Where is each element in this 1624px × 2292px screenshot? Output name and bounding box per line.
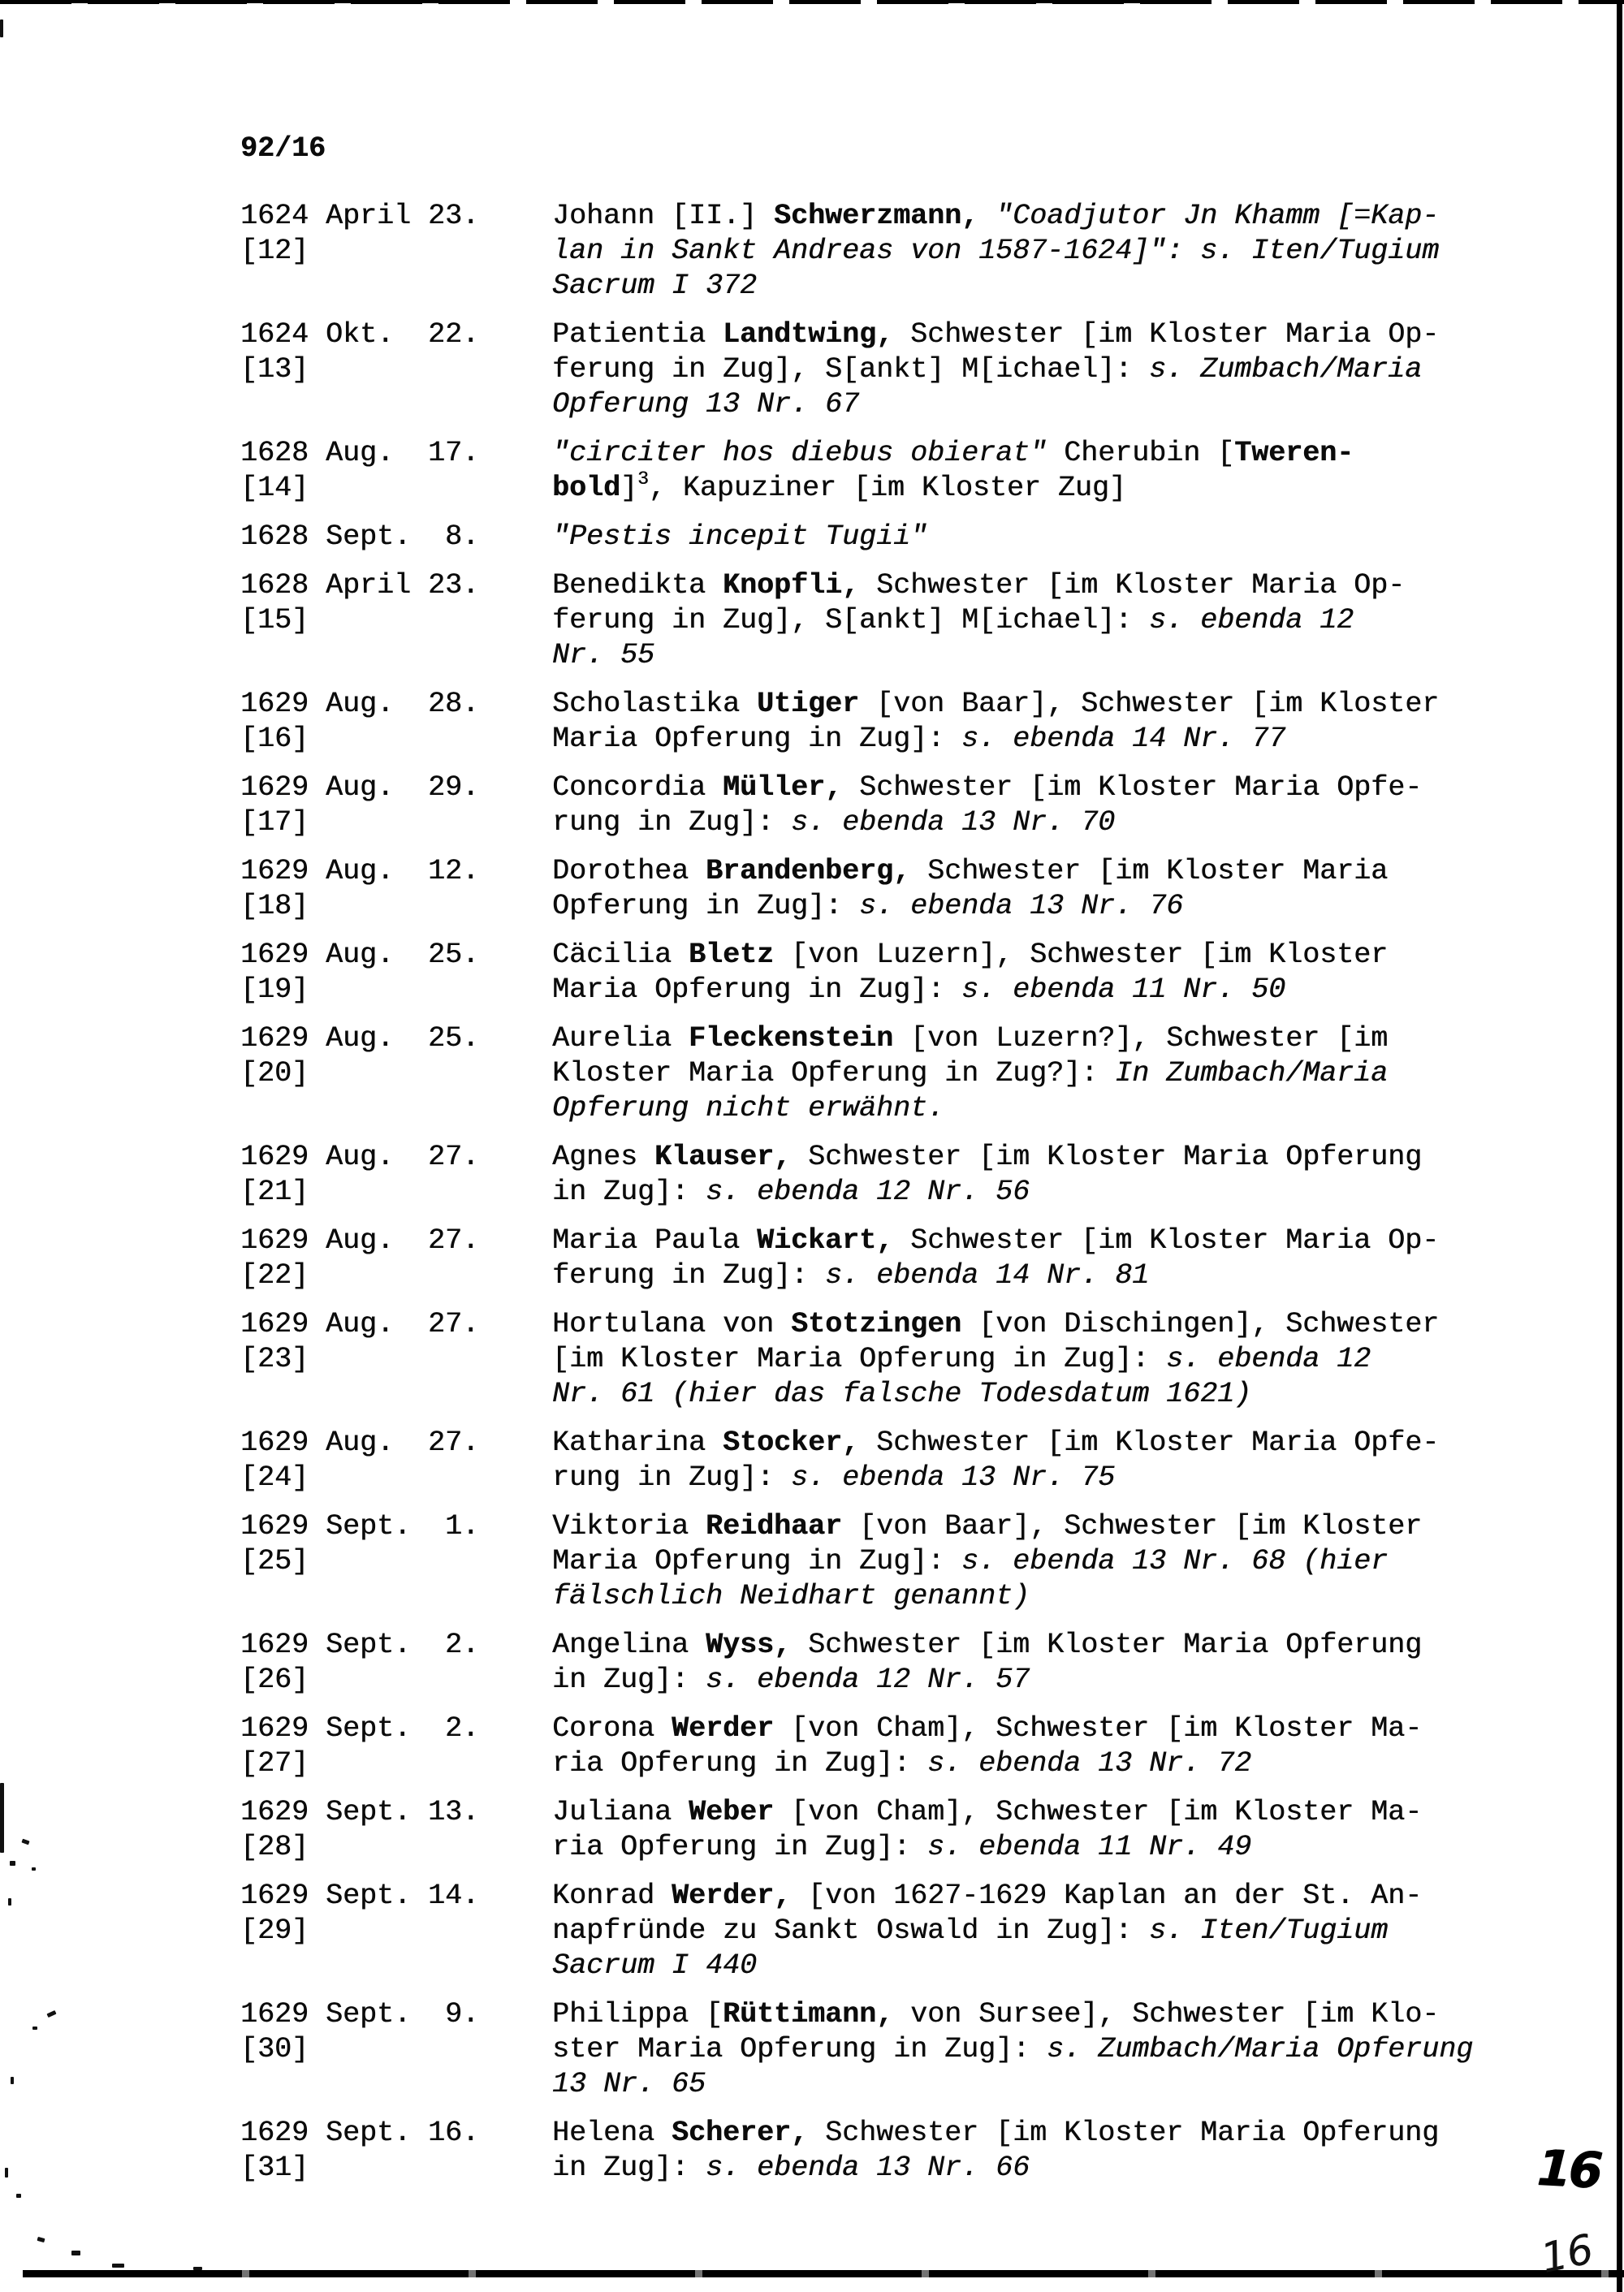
entry-date: 1629 Sept. 13. — [240, 1796, 480, 1828]
person-name: Utiger — [757, 688, 860, 720]
citation-text: 13 Nr. 65 — [552, 2068, 706, 2100]
entry-ref-number: [22] — [240, 1259, 309, 1292]
entry-date-column — [240, 1140, 552, 1210]
entry-text-line — [552, 387, 1499, 422]
entry-text-line — [552, 722, 1499, 757]
entry-date: 1624 Okt. 22. — [240, 318, 480, 351]
person-name: Landtwing, — [723, 318, 894, 351]
page-number: 92/16 — [240, 132, 326, 165]
entry-text-line — [552, 1140, 1499, 1175]
handwritten-page-mark-pen: 16 — [1536, 2225, 1597, 2282]
entry-text — [552, 2116, 1499, 2186]
entry-text-line — [552, 1949, 1499, 1983]
scan-edge-bottom — [23, 2270, 1624, 2277]
body-text: Angelina — [552, 1629, 706, 1661]
citation-text: s. ebenda 13 Nr. 75 — [791, 1461, 1116, 1494]
entry-text — [552, 1628, 1499, 1698]
person-name: Weber — [689, 1796, 775, 1828]
person-name: Stotzingen — [791, 1308, 962, 1340]
entry-text-line — [552, 352, 1499, 387]
body-text: Kloster Maria Opferung in Zug?]: — [552, 1057, 1116, 1090]
body-text: [von Luzern?], Schwester [im — [893, 1022, 1389, 1055]
body-text: Opferung in Zug]: — [552, 890, 860, 922]
entry-text — [552, 436, 1499, 506]
body-text: Corona — [552, 1712, 672, 1745]
entry-text-line — [552, 805, 1499, 840]
entry-text — [552, 1426, 1499, 1496]
body-text: Schwester [im Kloster Maria Op- — [893, 318, 1440, 351]
entry-date-column — [240, 317, 552, 422]
entry-text — [552, 687, 1499, 757]
entry-date: 1629 Aug. 27. — [240, 1427, 480, 1459]
scan-noise — [11, 2077, 14, 2084]
entry-row — [240, 436, 1499, 506]
entry-date-column — [240, 520, 552, 555]
person-name: Reidhaar — [706, 1510, 843, 1543]
entry-date-column — [240, 2116, 552, 2186]
scan-noise — [0, 1783, 4, 1853]
entry-text-line — [552, 638, 1499, 673]
entry-date-column — [240, 199, 552, 304]
entry-text-line — [552, 889, 1499, 924]
entry-text-line — [552, 1224, 1499, 1258]
entry-ref-number: [26] — [240, 1664, 309, 1696]
person-name: Wickart, — [757, 1224, 894, 1257]
entry-ref-number: [28] — [240, 1831, 309, 1863]
entry-row — [240, 1021, 1499, 1126]
body-text: Helena — [552, 2117, 672, 2149]
entry-date-column — [240, 1628, 552, 1698]
entry-date: 1629 Sept. 2. — [240, 1629, 480, 1661]
entry-text-line — [552, 2151, 1499, 2186]
entry-date: 1629 Aug. 25. — [240, 939, 480, 971]
body-text: napfründe zu Sankt Oswald in Zug]: — [552, 1914, 1150, 1947]
citation-text: lan in Sankt Andreas von 1587-1624]": s. Iten/Tugium — [552, 235, 1440, 267]
entry-ref-number: [14] — [240, 472, 309, 504]
entry-text-line — [552, 234, 1499, 269]
person-name: Scherer, — [672, 2117, 809, 2149]
citation-text: s. ebenda 12 — [1166, 1343, 1371, 1375]
scan-noise — [0, 19, 3, 37]
body-text: ] — [620, 472, 638, 504]
citation-text: s. ebenda 13 Nr. 68 (hier — [961, 1545, 1389, 1578]
body-text: Schwester [im Kloster Maria Op- — [893, 1224, 1440, 1257]
entry-row — [240, 2116, 1499, 2186]
entry-text-line — [552, 1579, 1499, 1614]
body-text: Johann [II.] — [552, 200, 775, 232]
entry-text-line — [552, 973, 1499, 1008]
entry-text — [552, 1307, 1499, 1412]
body-text: Concordia — [552, 771, 723, 804]
entry-ref-number: [15] — [240, 604, 309, 637]
entry-text-line — [552, 770, 1499, 805]
entry-ref-number: [21] — [240, 1176, 309, 1208]
body-text: [von Luzern], Schwester [im Kloster — [774, 939, 1389, 971]
entry-row — [240, 1426, 1499, 1496]
entry-text-line — [552, 1307, 1499, 1342]
body-text: Schwester [im Kloster Maria Opfe- — [859, 1427, 1440, 1459]
body-text: ferung in Zug], S[ankt] M[ichael]: — [552, 353, 1150, 386]
citation-text: s. Iten/Tugium — [1149, 1914, 1389, 1947]
body-text: Schwester [im Kloster Maria Opfe- — [842, 771, 1423, 804]
entry-ref-number: [12] — [240, 235, 309, 267]
body-text: Aurelia — [552, 1022, 689, 1055]
scan-noise — [32, 1867, 36, 1871]
entry-ref-number: [17] — [240, 806, 309, 839]
citation-text: s. ebenda 13 Nr. 70 — [791, 806, 1116, 839]
entry-text-line — [552, 1509, 1499, 1544]
entry-row — [240, 1628, 1499, 1698]
entry-text-line — [552, 1021, 1499, 1056]
entry-date-column — [240, 1224, 552, 1293]
citation-text: "Pestis incepit Tugii" — [552, 520, 928, 553]
entry-date: 1629 Aug. 12. — [240, 855, 480, 887]
body-text: Maria Opferung in Zug]: — [552, 723, 962, 755]
person-name: Tweren- — [1234, 437, 1354, 469]
entry-text-line — [552, 1914, 1499, 1949]
body-text: ferung in Zug], S[ankt] M[ichael]: — [552, 604, 1150, 637]
citation-text: Opferung 13 Nr. 67 — [552, 388, 860, 421]
citation-text: fälschlich Neidhart genannt) — [552, 1580, 1030, 1612]
body-text: Maria Opferung in Zug]: — [552, 973, 962, 1006]
entry-text — [552, 1997, 1499, 2102]
entry-text-line — [552, 1711, 1499, 1746]
person-name: Müller, — [723, 771, 843, 804]
body-text: ster Maria Opferung in Zug]: — [552, 2033, 1047, 2065]
citation-text: "circiter hos diebus obierat" — [552, 437, 1047, 469]
entry-date: 1629 Aug. 28. — [240, 688, 480, 720]
citation-text: Opferung nicht erwähnt. — [552, 1092, 945, 1124]
entry-ref-number: [25] — [240, 1545, 309, 1578]
entry-date-column — [240, 568, 552, 673]
entry-row — [240, 1307, 1499, 1412]
entry-ref-number: [31] — [240, 2152, 309, 2184]
entry-text-line — [552, 1175, 1499, 1210]
entry-date-column — [240, 1795, 552, 1865]
entry-text — [552, 938, 1499, 1008]
entry-text-line — [552, 1461, 1499, 1496]
body-text: von Sursee], Schwester [im Klo- — [893, 1998, 1440, 2031]
citation-text: s. ebenda 13 Nr. 76 — [859, 890, 1184, 922]
entry-ref-number: [29] — [240, 1914, 309, 1947]
body-text: Schwester [im Kloster Maria — [910, 855, 1389, 887]
entry-ref-number: [23] — [240, 1343, 309, 1375]
entry-row — [240, 687, 1499, 757]
entry-row — [240, 199, 1499, 304]
entry-text-line — [552, 1091, 1499, 1126]
body-text: ferung in Zug]: — [552, 1259, 826, 1292]
entry-text-line — [552, 854, 1499, 889]
entry-text-line — [552, 687, 1499, 722]
entry-text — [552, 1509, 1499, 1614]
entry-date-column — [240, 1426, 552, 1496]
citation-text: s. Zumbach/Maria — [1149, 353, 1423, 386]
body-text: Patientia — [552, 318, 723, 351]
entry-date: 1629 Aug. 25. — [240, 1022, 480, 1055]
entry-date: 1629 Sept. 9. — [240, 1998, 480, 2031]
person-name: bold — [552, 472, 621, 504]
citation-text: s. ebenda 13 Nr. 66 — [706, 2152, 1030, 2184]
scan-noise — [46, 2010, 56, 2018]
body-text: Agnes — [552, 1141, 655, 1173]
entry-text — [552, 1711, 1499, 1781]
body-text: Konrad — [552, 1880, 672, 1912]
entry-text-line — [552, 1377, 1499, 1412]
entry-date: 1628 Aug. 17. — [240, 437, 480, 469]
entry-row — [240, 1509, 1499, 1614]
entry-ref-number: [24] — [240, 1461, 309, 1494]
entry-text — [552, 770, 1499, 840]
body-text: in Zug]: — [552, 1664, 706, 1696]
person-name: Klauser, — [654, 1141, 792, 1173]
entry-date: 1629 Sept. 2. — [240, 1712, 480, 1745]
entry-text-line — [552, 2067, 1499, 2102]
scan-noise — [112, 2264, 124, 2268]
person-name: Knopfli, — [723, 569, 860, 602]
entry-row — [240, 854, 1499, 924]
body-text: Scholastika — [552, 688, 758, 720]
entry-date-column — [240, 436, 552, 506]
body-text: rung in Zug]: — [552, 1461, 792, 1494]
body-text: Cäcilia — [552, 939, 689, 971]
entry-date: 1629 Sept. 1. — [240, 1510, 480, 1543]
body-text: Katharina — [552, 1427, 723, 1459]
entry-text-line — [552, 1342, 1499, 1377]
entry-text-line — [552, 1544, 1499, 1579]
entry-ref-number: [20] — [240, 1057, 309, 1090]
entry-ref-number: [19] — [240, 973, 309, 1006]
entry-text-line — [552, 2032, 1499, 2067]
scan-edge-right — [1617, 0, 1622, 2292]
body-text: in Zug]: — [552, 2152, 706, 2184]
person-name: Werder, — [672, 1880, 792, 1912]
scan-noise — [8, 1898, 11, 1906]
citation-text: Sacrum I 372 — [552, 270, 758, 302]
body-text: Schwester [im Kloster Maria Opferung — [791, 1629, 1423, 1661]
scan-noise — [37, 2237, 45, 2242]
entry-row — [240, 1997, 1499, 2102]
body-text: Juliana — [552, 1796, 689, 1828]
person-name: Stocker, — [723, 1427, 860, 1459]
entries — [240, 199, 1499, 2199]
entry-text — [552, 568, 1499, 673]
scan-noise — [71, 2251, 80, 2255]
body-text: Hortulana von — [552, 1308, 792, 1340]
entry-text-line — [552, 199, 1499, 234]
entry-text-line — [552, 520, 1499, 555]
body-text: ria Opferung in Zug]: — [552, 1831, 928, 1863]
entry-text-line — [552, 436, 1499, 471]
body-text: ria Opferung in Zug]: — [552, 1747, 928, 1780]
entry-text-line — [552, 1746, 1499, 1781]
person-name: Werder — [672, 1712, 775, 1745]
citation-text: s. ebenda 11 Nr. 50 — [961, 973, 1286, 1006]
body-text: Benedikta — [552, 569, 723, 602]
body-text: Dorothea — [552, 855, 706, 887]
body-text: [von Baar], Schwester [im Kloster — [842, 1510, 1423, 1543]
entry-date-column — [240, 854, 552, 924]
entry-text — [552, 1795, 1499, 1865]
entry-row — [240, 520, 1499, 555]
body-text: Schwester [im Kloster Maria Opferung — [791, 1141, 1423, 1173]
entry-date: 1629 Aug. 27. — [240, 1308, 480, 1340]
entry-date-column — [240, 938, 552, 1008]
entry-text — [552, 1021, 1499, 1126]
citation-text: In Zumbach/Maria — [1115, 1057, 1389, 1090]
entry-text — [552, 1140, 1499, 1210]
entry-date-column — [240, 1307, 552, 1412]
person-name: Brandenberg, — [706, 855, 911, 887]
entry-ref-number: [30] — [240, 2033, 309, 2065]
entry-date: 1624 April 23. — [240, 200, 480, 232]
entry-row — [240, 1879, 1499, 1983]
entry-row — [240, 1795, 1499, 1865]
citation-text: Nr. 55 — [552, 639, 655, 671]
entry-text — [552, 1879, 1499, 1983]
entry-date-column — [240, 687, 552, 757]
entry-row — [240, 938, 1499, 1008]
body-text: rung in Zug]: — [552, 806, 792, 839]
body-text — [978, 200, 996, 232]
entry-text-line — [552, 1795, 1499, 1830]
entry-date-column — [240, 1997, 552, 2102]
entry-row — [240, 1140, 1499, 1210]
scan-noise — [21, 1839, 29, 1845]
entry-date-column — [240, 1509, 552, 1614]
entry-text — [552, 520, 1499, 555]
entry-date: 1628 April 23. — [240, 569, 480, 602]
body-text: Viktoria — [552, 1510, 706, 1543]
entry-date: 1629 Aug. 27. — [240, 1141, 480, 1173]
entry-text-line — [552, 1258, 1499, 1293]
citation-text: s. ebenda 12 Nr. 56 — [706, 1176, 1030, 1208]
body-text: Maria Opferung in Zug]: — [552, 1545, 962, 1578]
entry-date-column — [240, 1711, 552, 1781]
entry-text-line — [552, 317, 1499, 352]
body-text: , Kapuziner [im Kloster Zug] — [648, 472, 1126, 504]
entry-text-line — [552, 468, 1499, 506]
entry-date-column — [240, 1021, 552, 1126]
entry-date: 1629 Aug. 29. — [240, 771, 480, 804]
person-name: Fleckenstein — [689, 1022, 894, 1055]
citation-text: s. Zumbach/Maria Opferung — [1047, 2033, 1474, 2065]
person-name: Rüttimann, — [723, 1998, 894, 2031]
body-text: Schwester [im Kloster Maria Opferung — [808, 2117, 1440, 2149]
person-name: Bletz — [689, 939, 775, 971]
entry-ref-number: [16] — [240, 723, 309, 755]
scan-noise — [16, 2194, 21, 2198]
body-text: [im Kloster Maria Opferung in Zug]: — [552, 1343, 1167, 1375]
citation-text: Sacrum I 440 — [552, 1949, 758, 1982]
entry-text-line — [552, 1426, 1499, 1461]
entry-row — [240, 317, 1499, 422]
body-text: Maria Paula — [552, 1224, 758, 1257]
handwritten-page-mark-marker: 16 — [1535, 2139, 1602, 2199]
body-text: Schwester [im Kloster Maria Op- — [859, 569, 1406, 602]
entry-text — [552, 854, 1499, 924]
entry-date: 1629 Sept. 14. — [240, 1880, 480, 1912]
person-name: Schwerzmann, — [774, 200, 979, 232]
scan-noise — [32, 2027, 37, 2030]
entry-text-line — [552, 568, 1499, 603]
entry-text — [552, 1224, 1499, 1293]
entry-text — [552, 199, 1499, 304]
entry-text-line — [552, 269, 1499, 304]
body-text: Cherubin [ — [1047, 437, 1235, 469]
entry-text-line — [552, 1830, 1499, 1865]
body-text: [von Cham], Schwester [im Kloster Ma- — [774, 1796, 1423, 1828]
entry-text-line — [552, 1879, 1499, 1914]
entry-text-line — [552, 938, 1499, 973]
scan-edge-top-segment — [0, 0, 455, 3]
entry-text-line — [552, 1628, 1499, 1663]
entry-date-column — [240, 1879, 552, 1983]
body-text: [von Baar], Schwester [im Kloster — [859, 688, 1440, 720]
entry-text — [552, 317, 1499, 422]
body-text: [von Cham], Schwester [im Kloster Ma- — [774, 1712, 1423, 1745]
entry-text-line — [552, 2116, 1499, 2151]
entry-text-line — [552, 1997, 1499, 2032]
scan-noise — [5, 2168, 8, 2178]
entry-row — [240, 1224, 1499, 1293]
entry-row — [240, 770, 1499, 840]
entry-text-line — [552, 603, 1499, 638]
entry-ref-number: [27] — [240, 1747, 309, 1780]
entry-row — [240, 568, 1499, 673]
citation-text: Nr. 61 (hier das falsche Todesdatum 1621) — [552, 1378, 1252, 1410]
entry-row — [240, 1711, 1499, 1781]
entry-date: 1628 Sept. 8. — [240, 520, 480, 553]
entry-text-line — [552, 1663, 1499, 1698]
scan-edge-top-segment — [877, 0, 1153, 3]
citation-text: s. ebenda 14 Nr. 81 — [825, 1259, 1150, 1292]
scan-noise — [193, 2267, 202, 2270]
person-name: Wyss, — [706, 1629, 792, 1661]
scan-noise — [10, 1861, 15, 1866]
footnote-superscript: 3 — [637, 468, 649, 490]
citation-text: s. ebenda 13 Nr. 72 — [927, 1747, 1252, 1780]
entry-date: 1629 Aug. 27. — [240, 1224, 480, 1257]
entry-date: 1629 Sept. 16. — [240, 2117, 480, 2149]
citation-text: s. ebenda 11 Nr. 49 — [927, 1831, 1252, 1863]
body-text: [von 1627-1629 Kaplan an der St. An- — [791, 1880, 1423, 1912]
body-text: Philippa [ — [552, 1998, 723, 2031]
entry-text-line — [552, 1056, 1499, 1091]
citation-text: s. ebenda 14 Nr. 77 — [961, 723, 1286, 755]
citation-text: s. ebenda 12 — [1149, 604, 1354, 637]
body-text: [von Dischingen], Schwester — [961, 1308, 1440, 1340]
entry-date-column — [240, 770, 552, 840]
entry-ref-number: [13] — [240, 353, 309, 386]
citation-text: s. ebenda 12 Nr. 57 — [706, 1664, 1030, 1696]
citation-text: "Coadjutor Jn Khamm [=Kap- — [996, 200, 1440, 232]
entry-ref-number: [18] — [240, 890, 309, 922]
body-text: in Zug]: — [552, 1176, 706, 1208]
